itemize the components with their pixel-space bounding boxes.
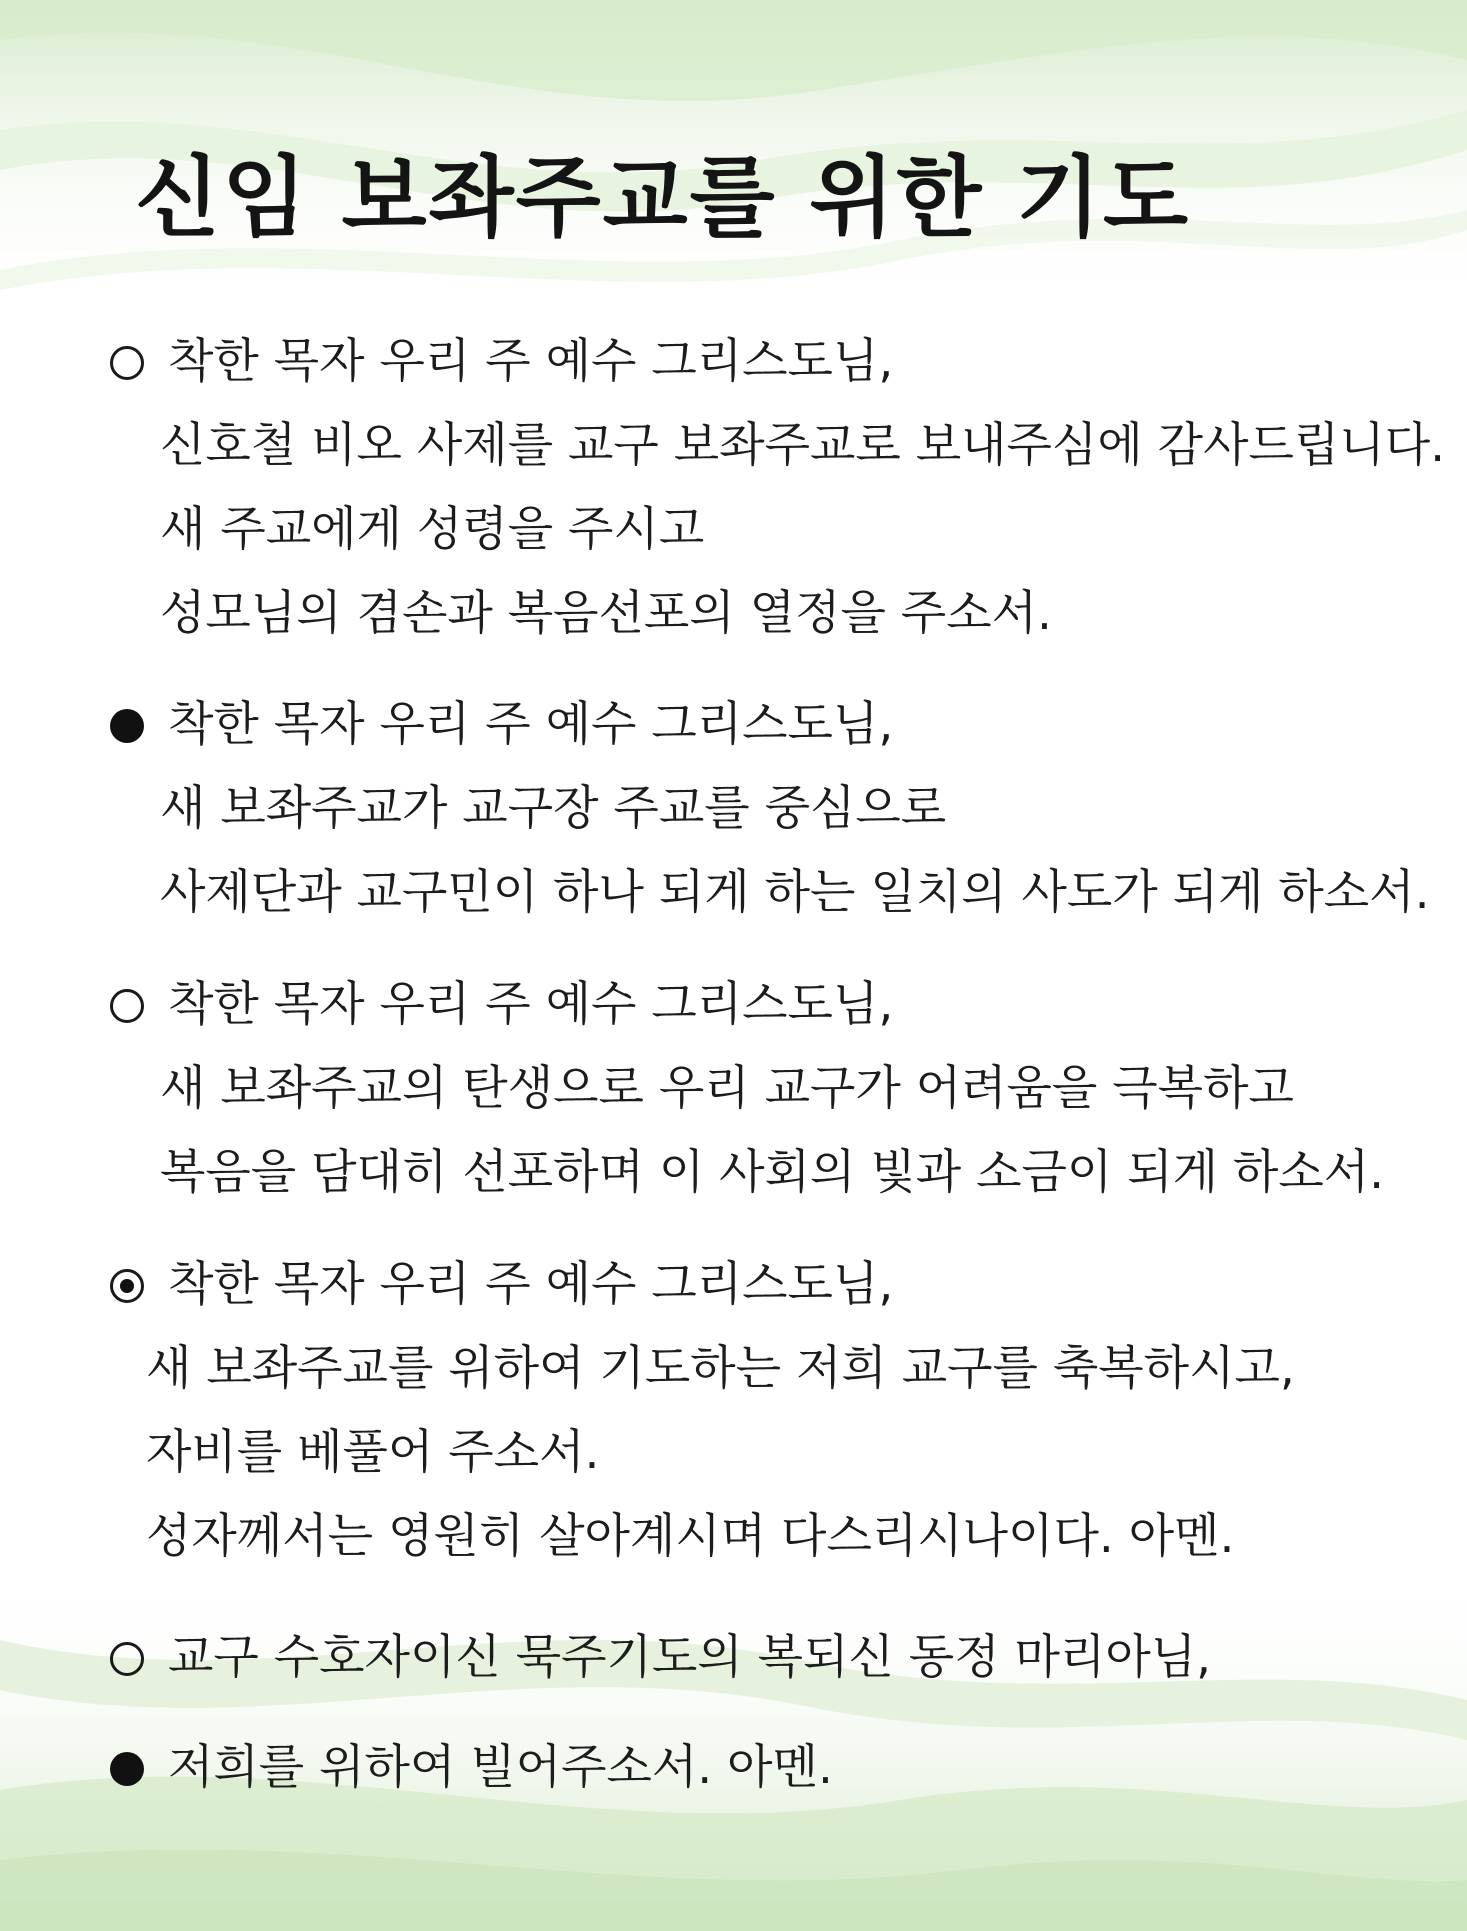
stanza-opening-line: 저희를 위하여 빌어주소서. 아멘. [168, 1740, 833, 1795]
black-circle-icon [110, 1752, 144, 1786]
stanza-opening-line: 교구 수호자이신 묵주기도의 복되신 동정 마리아님, [168, 1630, 1212, 1685]
stanza-line: 새 보좌주교를 위하여 기도하는 저희 교구를 축복하시고, [146, 1341, 1295, 1396]
stanza-line: 자비를 베풀어 주소서. [146, 1425, 600, 1480]
white-circle-icon [110, 1642, 144, 1676]
stanza-line: 새 보좌주교의 탄생으로 우리 교구가 어려움을 극복하고 [160, 1061, 1294, 1116]
white-circle-icon [110, 989, 144, 1023]
white-circle-icon [110, 346, 144, 380]
stanza-line: 성자께서는 영원히 살아계시며 다스리시나이다. 아멘. [146, 1509, 1235, 1564]
page-title: 신임 보좌주교를 위한 기도 [135, 146, 1190, 249]
stanza-opening-line: 착한 목자 우리 주 예수 그리스도님, [168, 1257, 894, 1312]
stanza-line: 새 보좌주교가 교구장 주교를 중심으로 [160, 781, 947, 836]
stanza-opening-line: 착한 목자 우리 주 예수 그리스도님, [168, 697, 894, 752]
black-circle-icon [110, 709, 144, 743]
stanza-opening-line: 착한 목자 우리 주 예수 그리스도님, [168, 334, 894, 389]
stanza-line: 신호철 비오 사제를 교구 보좌주교로 보내주심에 감사드립니다. [160, 418, 1446, 473]
stanza-line: 사제단과 교구민이 하나 되게 하는 일치의 사도가 되게 하소서. [160, 865, 1430, 920]
stanza-opening-line: 착한 목자 우리 주 예수 그리스도님, [168, 977, 894, 1032]
stanza-line: 새 주교에게 성령을 주시고 [160, 502, 705, 557]
stanza-line: 성모님의 겸손과 복음선포의 열정을 주소서. [160, 586, 1052, 641]
circled-dot-icon [110, 1269, 144, 1303]
stanza-line: 복음을 담대히 선포하며 이 사회의 빛과 소금이 되게 하소서. [160, 1145, 1385, 1200]
